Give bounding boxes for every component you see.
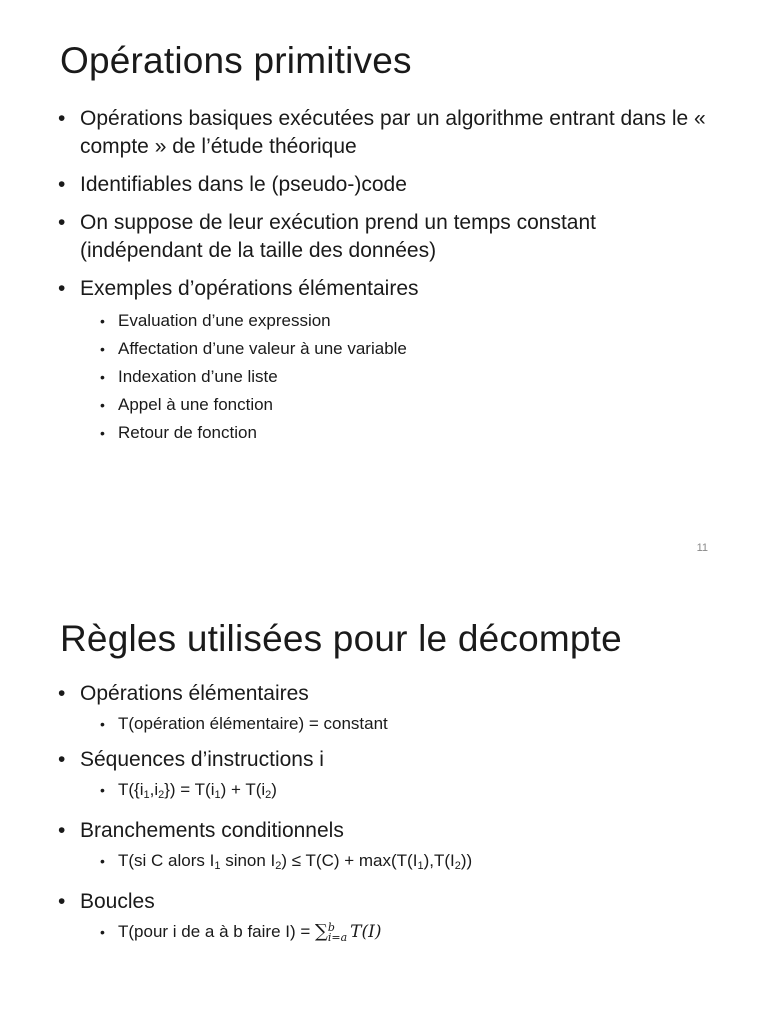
- sub-bullet-list: [80, 307, 718, 447]
- bullet-item: [58, 746, 718, 809]
- bullet-text: Exemples d’opérations élémentaires: [80, 277, 419, 300]
- bullet-item: [58, 817, 718, 880]
- bullet-text: Boucles: [80, 890, 155, 913]
- slide-regles-decompte: [0, 566, 768, 1024]
- bullet-item-examples: [58, 275, 718, 447]
- bullet-text: Opérations élémentaires: [80, 682, 309, 705]
- sub-bullet-item: • Appel à une fonction: [80, 391, 718, 419]
- sub-bullet-item: • Indexation d’une liste: [80, 363, 718, 391]
- sub-bullet-item: • Retour de fonction: [80, 419, 718, 447]
- bullet-item: • Opérations basiques exécutées par un algorithme entrant dans le « compte » de l’étude théorique: [58, 105, 718, 161]
- formula: • T(opération élémentaire) = constant: [80, 710, 718, 738]
- sub-bullet-item: • Affectation d’une valeur à une variable: [80, 335, 718, 363]
- bullet-list: [58, 105, 718, 457]
- sub-bullet-list: [80, 918, 718, 946]
- formula: • T(pour i de a à b faire I) = ∑ b i=a T(I): [80, 918, 718, 946]
- bullet-text: Branchements conditionnels: [80, 819, 344, 842]
- slide-title: Opérations primitives: [60, 40, 412, 81]
- bullet-item: • On suppose de leur exécution prend un temps constant (indépendant de la taille des données): [58, 209, 718, 265]
- bullet-item: [58, 888, 718, 946]
- formula: • T(si C alors $I_1$ sinon $I_2) \le T(C) + \max(T(I_1),T(I_2))$: [80, 847, 718, 880]
- sub-bullet-list: [80, 847, 718, 880]
- bullet-text: Séquences d’instructions i: [80, 748, 324, 771]
- bullet-item: [58, 680, 718, 738]
- bullet-item: • Identifiables dans le (pseudo-)code: [58, 171, 718, 199]
- sub-bullet-item: • Evaluation d’une expression: [80, 307, 718, 335]
- bullet-list: [58, 680, 718, 954]
- sub-bullet-list: [80, 710, 718, 738]
- formula: • $T(\{i_1,i_2\}) = T(i_1) + T(i_2)$: [80, 776, 718, 809]
- slide-title: Règles utilisées pour le décompte: [60, 618, 622, 659]
- page-number: 11: [696, 542, 708, 554]
- sub-bullet-list: [80, 776, 718, 809]
